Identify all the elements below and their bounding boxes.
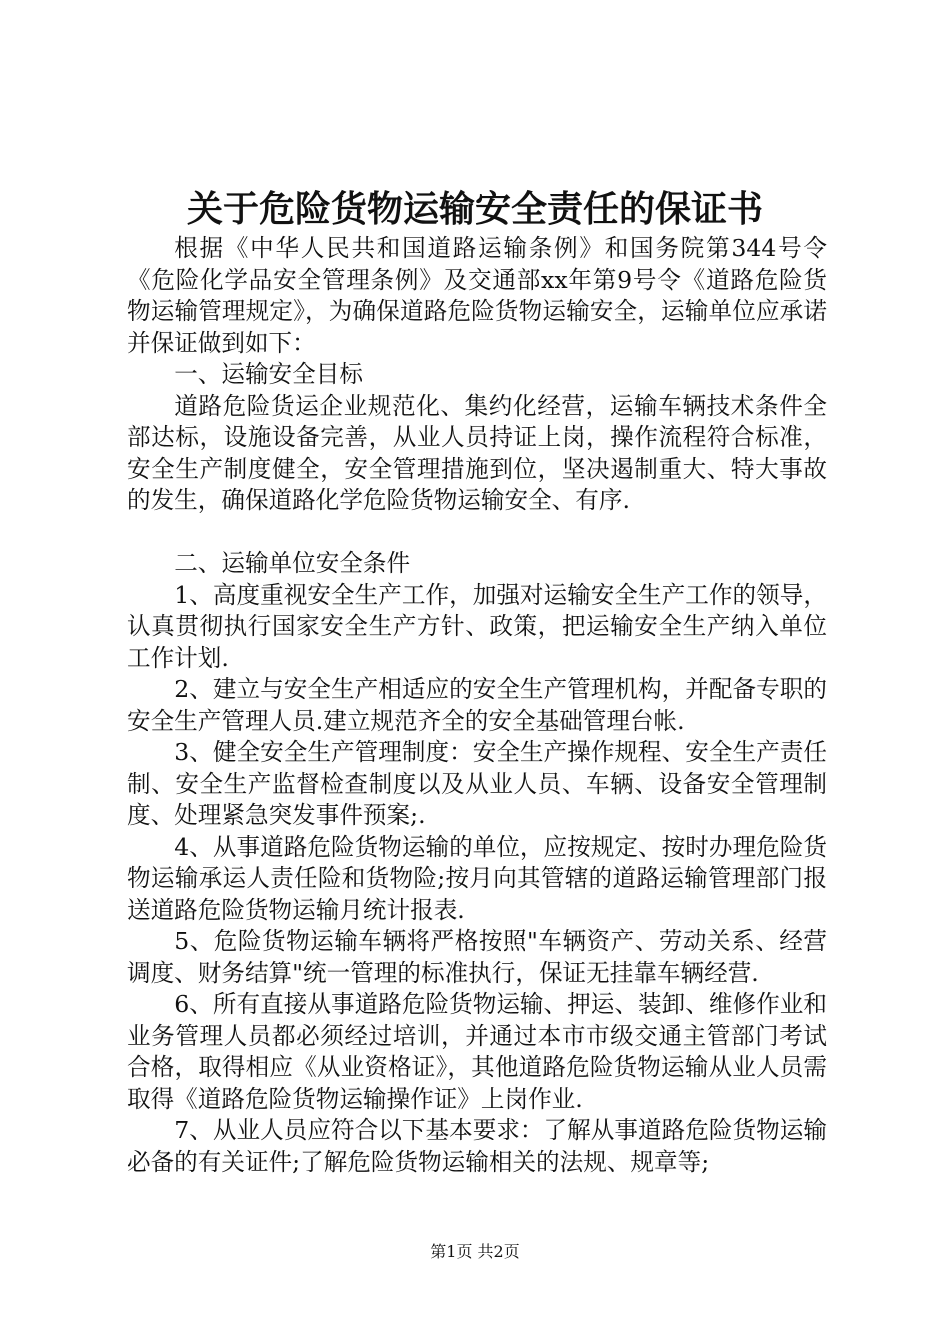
document-body [127, 233, 827, 1178]
condition-item-3: 3、健全安全生产管理制度：安全生产操作规程、安全生产责任制、安全生产监督检查制度以及从业人员、车辆、设备安全管理制度、处理紧急突发事件预案;. [127, 738, 827, 829]
condition-item-6: 6、所有直接从事道路危险货物运输、押运、装卸、维修作业和业务管理人员都必须经过培训，并通过本市市级交通主管部门考试合格，取得相应《从业资格证》，其他道路危险货物运输从业人员需取得《道路危险货物运输操作证》上岗作业. [127, 990, 827, 1113]
condition-item-1: 1、高度重视安全生产工作，加强对运输安全生产工作的领导，认真贯彻执行国家安全生产方针、政策，把运输安全生产纳入单位工作计划. [127, 580, 827, 672]
section-heading-conditions: 二、运输单位安全条件 [174, 549, 411, 577]
blank-line [127, 517, 827, 549]
goal-paragraph: 道路危险货运企业规范化、集约化经营，运输车辆技术条件全部达标，设施设备完善，从业人员持证上岗，操作流程符合标准，安全生产制度健全，安全管理措施到位，坚决遏制重大、特大事故的发生，确保道路化学危险货物运输安全、有序. [127, 391, 827, 514]
document-title: 关于危险货物运输安全责任的保证书 [186, 188, 763, 230]
intro-paragraph: 根据《中华人民共和国道路运输条例》和国务院第344号令《危险化学品安全管理条例》及交通部xx年第9号令《道路危险货物运输管理规定》，为确保道路危险货物运输安全，运输单位应承诺并保证做到如下： [127, 234, 827, 357]
condition-item-2: 2、建立与安全生产相适应的安全生产管理机构，并配备专职的安全生产管理人员.建立规范齐全的安全基础管理台帐. [127, 675, 827, 735]
condition-item-7: 7、从业人员应符合以下基本要求：了解从事道路危险货物运输必备的有关证件;了解危险货物运输相关的法规、规章等; [127, 1116, 827, 1176]
condition-item-4: 4、从事道路危险货物运输的单位，应按规定、按时办理危险货物运输承运人责任险和货物险;按月向其管辖的道路运输管理部门报送道路危险货物运输月统计报表. [127, 832, 827, 924]
condition-item-5: 5、危险货物运输车辆将严格按照"车辆资产、劳动关系、经营调度、财务结算"统一管理的标准执行，保证无挂靠车辆经营. [127, 927, 827, 987]
section-heading-goal: 一、运输安全目标 [174, 360, 363, 388]
page-number-footer: 第1页 共2页 [430, 1242, 520, 1261]
